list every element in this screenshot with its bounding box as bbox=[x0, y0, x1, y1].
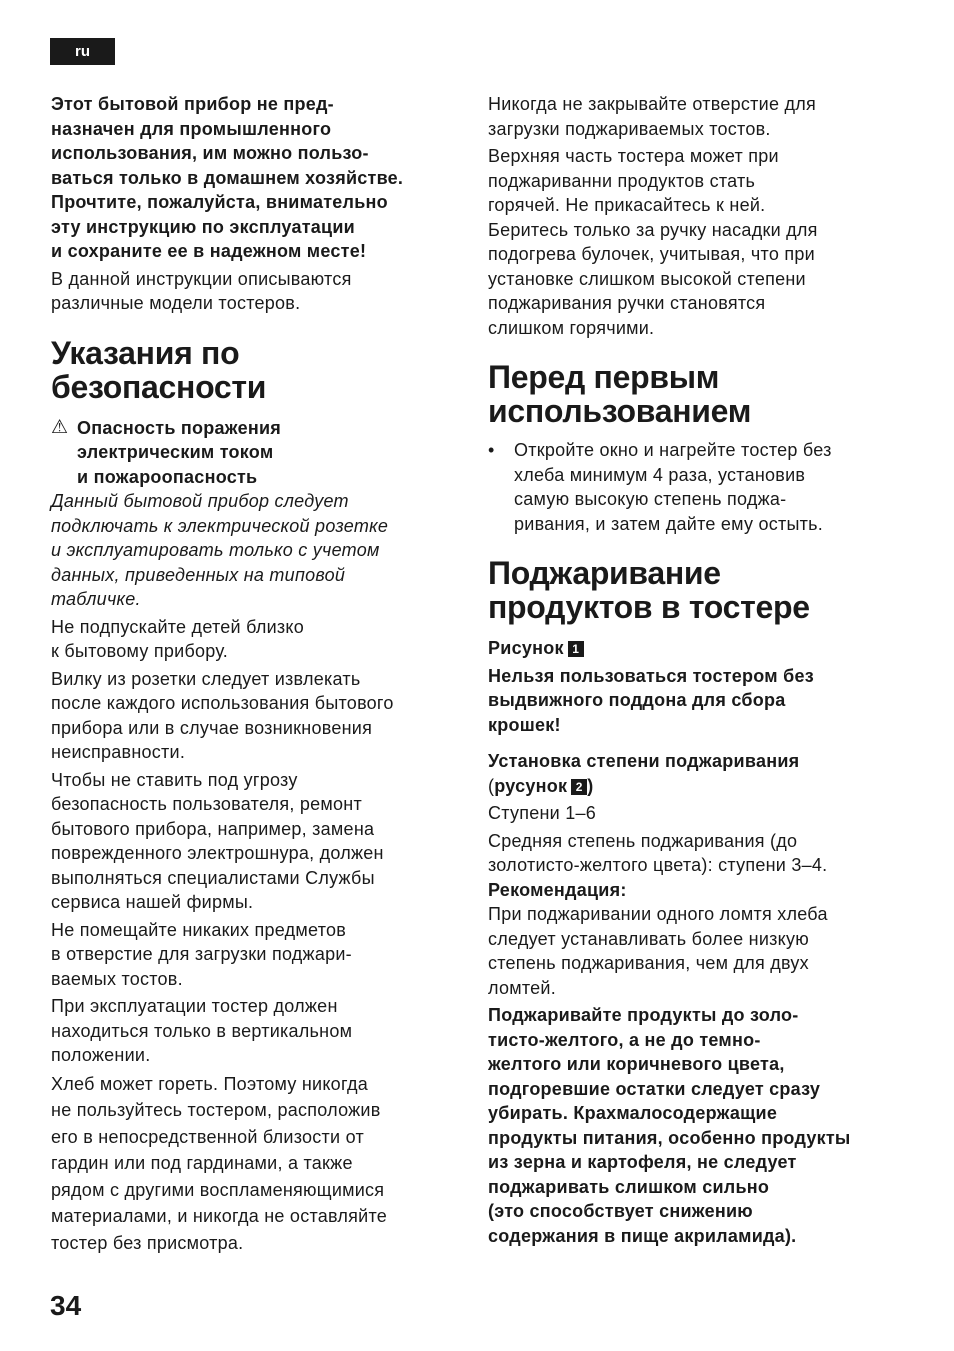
intro-text: В данной инструкции описываются различные модели тостеров. bbox=[51, 268, 352, 313]
safety-paragraph-children: Не подпускайте детей близко к бытовому прибору. bbox=[51, 616, 304, 661]
warning-title: Опасность поражения электрическим током и пожароопасность bbox=[77, 417, 282, 487]
safety-heading: Указания по безопасности bbox=[51, 334, 267, 405]
recommendation-title: Рекомендация: bbox=[488, 879, 627, 900]
first-use-heading: Перед первым использованием bbox=[488, 359, 752, 429]
intro-bold: Этот бытовой прибор не пред- назначен для промышленного использования, им можно пользо- ваться только в домашнем хозяйстве. Прочтите, пожалуйста, внимательно эту инструкцию по эксплуатации и сохраните ее в надежном месте! bbox=[51, 94, 404, 261]
recommendation-text: При поджаривании одного ломтя хлеба следует устанавливать более низкую степень поджаривания, чем для двух ломтей. bbox=[488, 904, 828, 998]
warning-block bbox=[51, 416, 471, 490]
right-column bbox=[488, 92, 913, 1248]
language-tag: ru bbox=[50, 38, 115, 65]
safety-paragraph-objects: Не помещайте никаких предметов в отверстие для загрузки поджари- ваемых тостов. bbox=[51, 919, 352, 989]
safety-paragraph-repair: Чтобы не ставить под угрозу безопасность пользователя, ремонт бытового прибора, например, замена поврежденного электрошнура, должен выполняться специалистами Службы сервиса нашей фирмы. bbox=[51, 769, 384, 912]
figure-number-badge: 2 bbox=[571, 779, 587, 795]
acrylamide-warning: Поджаривайте продукты до золо- тисто-желтого, а не до темно- желтого или коричневого цвета, подгоревшие остатки следует сразу убирать. Крахмалосодержащие продукты питания, особенно продукты из зерна и картофеля, не следует поджаривать слишком сильно (это способствует снижению содержания в пище акриламида). bbox=[488, 1005, 851, 1246]
safety-paragraph-fire: Хлеб может гореть. Поэтому никогда не пользуйтесь тостером, расположив его в непосредственной близости от гардин или под гардинами, а также рядом с другими воспламеняющимися материалами, и никогда не оставляйте тостер без присмотра. bbox=[51, 1073, 387, 1253]
safety-paragraph-vertical: При эксплуатации тостер должен находиться только в вертикальном положении. bbox=[51, 996, 353, 1065]
left-column bbox=[51, 92, 471, 1256]
toasting-heading: Поджаривание продуктов в тостере bbox=[488, 555, 810, 625]
page-number: 34 bbox=[50, 1290, 82, 1321]
setting-title: Установка степени поджаривания (русунок 2 ) bbox=[488, 751, 800, 796]
paragraph-cover: Никогда не закрывайте отверстие для загрузки поджариваемых тостов. bbox=[488, 94, 816, 139]
warning-triangle-icon: ⚠ bbox=[51, 416, 69, 438]
bullet-icon: • bbox=[488, 440, 495, 460]
warning-text: Данный бытовой прибор следует подключать к электрической розетке и эксплуатировать только с учетом данных, приведенных на типовой табличке. bbox=[51, 491, 389, 609]
safety-paragraph-unplug: Вилку из розетки следует извлекать после каждого использования бытового прибора или в случае возникновения неисправности. bbox=[51, 668, 394, 762]
figure-reference: Рисунок 1 bbox=[488, 636, 913, 661]
figure-number-badge: 1 bbox=[568, 641, 584, 657]
paragraph-hot-surface: Верхняя часть тостера может при поджариванни продуктов стать горячей. Не прикасайтесь к ней. Беритесь только за ручку насадки для подогрева булочек, учитывая, что при установке слишком высокой степени поджаривания ручки становятся слишком горячими. bbox=[488, 146, 818, 338]
first-use-item bbox=[488, 438, 913, 536]
first-use-text: Откройте окно и нагрейте тостер без хлеба минимум 4 раза, установив самую высокую степень поджа- ривания, и затем дайте ему остыть. bbox=[514, 440, 832, 534]
crumb-tray-warning: Нельзя пользоваться тостером без выдвижного поддона для сбора крошек! bbox=[488, 665, 814, 735]
average-setting: Средняя степень поджаривания (до золотисто-желтого цвета): ступени 3–4. bbox=[488, 830, 828, 875]
steps-range: Ступени 1–6 bbox=[488, 803, 596, 823]
